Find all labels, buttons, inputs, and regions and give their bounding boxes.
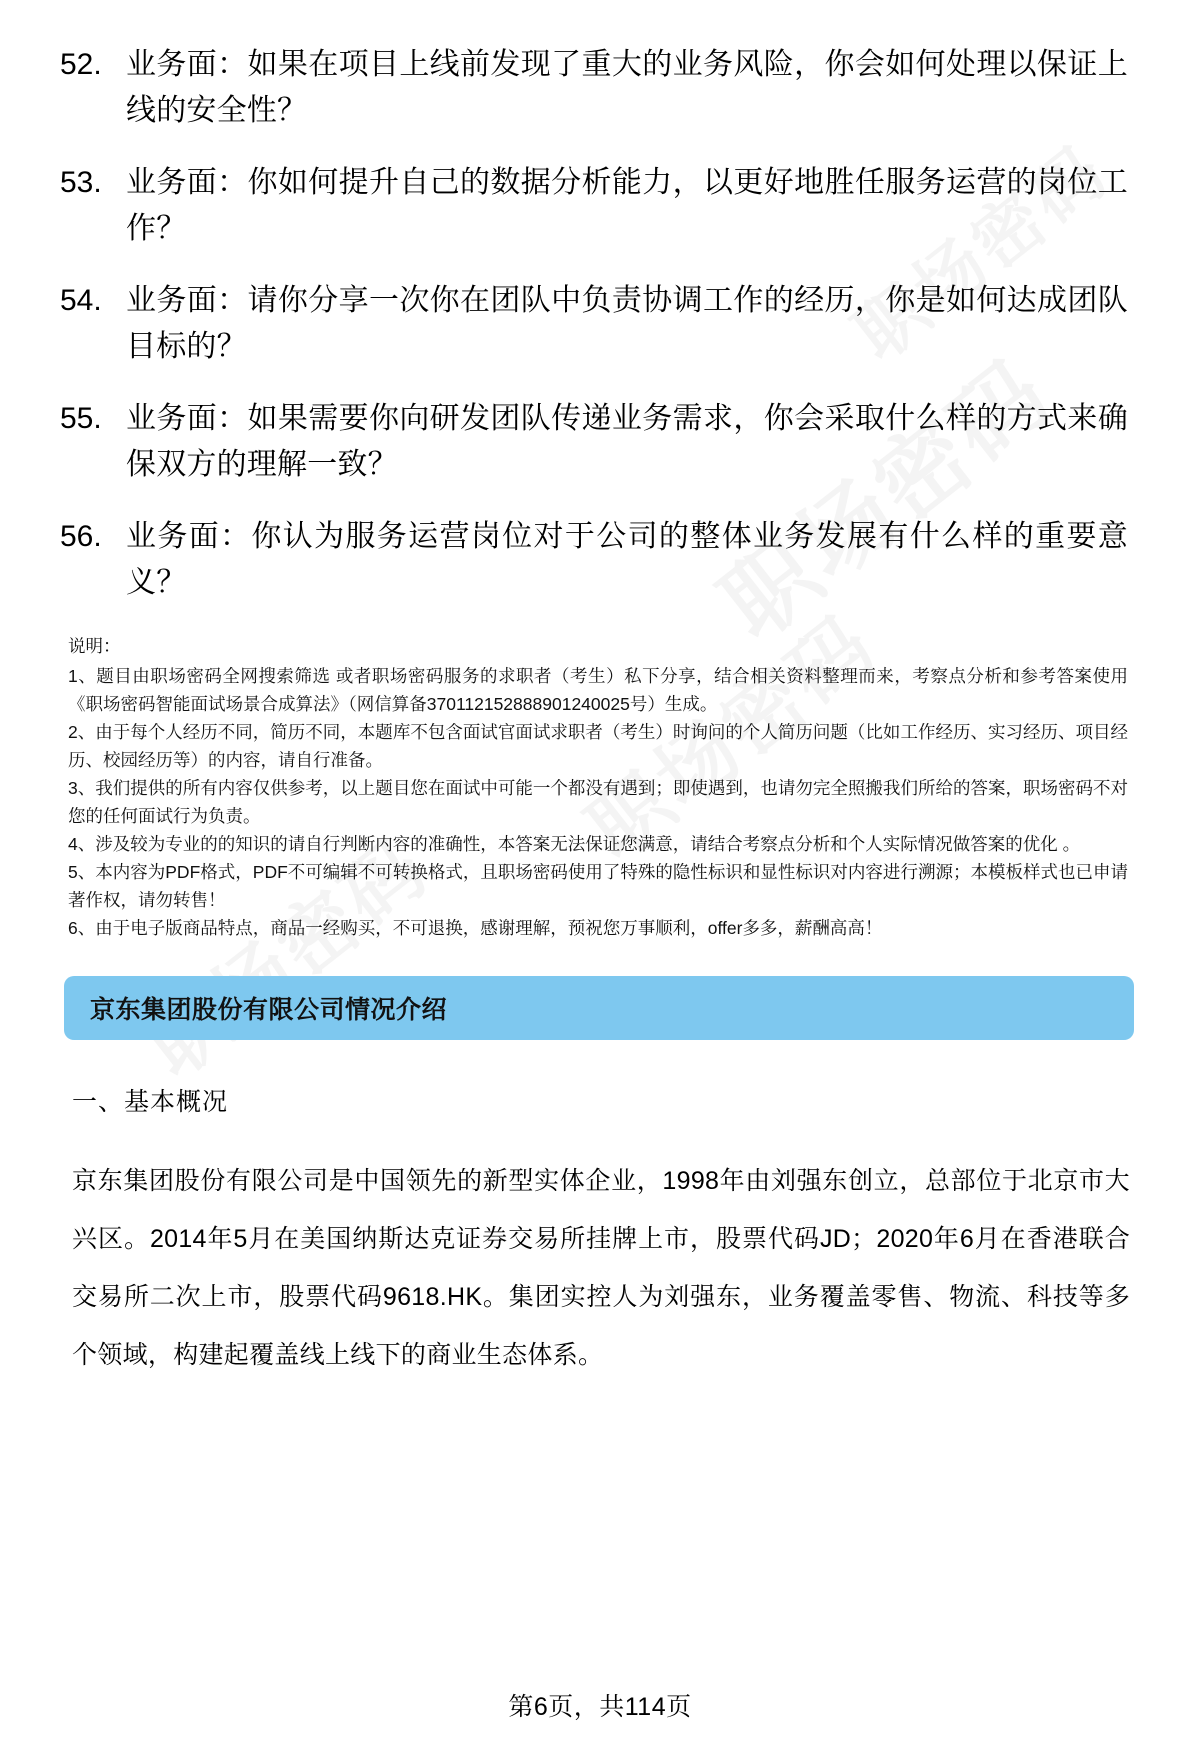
banner-title: 京东集团股份有限公司情况介绍: [90, 996, 448, 1024]
notes-section: [68, 632, 1128, 942]
section-heading: 一、基本概况: [72, 1088, 229, 1116]
note-item: 2、由于每个人经历不同，简历不同，本题库不包含面试官面试求职者（考生）时询问的个人简历问题（比如工作经历、实习经历、项目经历、校园经历等）的内容，请自行准备。: [68, 722, 1128, 770]
question-text: 业务面：你如何提升自己的数据分析能力，以更好地胜任服务运营的岗位工作？: [126, 166, 1128, 245]
question-item: [60, 514, 1128, 606]
note-item: 3、我们提供的所有内容仅供参考，以上题目您在面试中可能一个都没有遇到；即使遇到，也请勿完全照搬我们所给的答案，职场密码不对您的任何面试行为负责。: [68, 778, 1128, 826]
question-text: 业务面：请你分享一次你在团队中负责协调工作的经历，你是如何达成团队目标的？: [126, 284, 1128, 363]
question-number: 54.: [60, 284, 102, 317]
question-number: 52.: [60, 48, 102, 81]
section-paragraph: 京东集团股份有限公司是中国领先的新型实体企业，1998年由刘强东创立，总部位于北京市大兴区。2014年5月在美国纳斯达克证券交易所挂牌上市，股票代码JD；2020年6月在香港联合交易所二次上市，股票代码9618.HK。集团实控人为刘强东，业务覆盖零售、物流、科技等多个领域，构建起覆盖线上线下的商业生态体系。: [72, 1167, 1130, 1369]
question-item: [60, 160, 1128, 252]
question-text: 业务面：如果需要你向研发团队传递业务需求，你会采取什么样的方式来确保双方的理解一致？: [126, 402, 1128, 481]
question-text: 业务面：如果在项目上线前发现了重大的业务风险，你会如何处理以保证上线的安全性？: [126, 48, 1128, 127]
question-item: [60, 278, 1128, 370]
question-number: 56.: [60, 520, 102, 553]
question-item: [60, 396, 1128, 488]
question-number: 53.: [60, 166, 102, 199]
note-item: 4、涉及较为专业的的知识的请自行判断内容的准确性，本答案无法保证您满意，请结合考察点分析和个人实际情况做答案的优化 。: [68, 834, 1081, 854]
question-number: 55.: [60, 402, 102, 435]
note-item: 1、题目由职场密码全网搜索筛选 或者职场密码服务的求职者（考生）私下分享，结合相关资料整理而来，考察点分析和参考答案使用《职场密码智能面试场景合成算法》（网信算备370112152888901240025号）生成。: [68, 666, 1128, 714]
question-list: [60, 42, 1128, 606]
notes-title: 说明：: [68, 636, 121, 656]
note-item: 5、本内容为PDF格式，PDF不可编辑不可转换格式，且职场密码使用了特殊的隐性标识和显性标识对内容进行溯源；本模板样式也已申请著作权，请勿转售！: [68, 862, 1128, 910]
page-footer: 第6页，共114页: [508, 1693, 692, 1721]
note-item: 6、由于电子版商品特点，商品一经购买，不可退换，感谢理解，预祝您万事顺利，offer多多，薪酬高高！: [68, 918, 883, 938]
question-item: [60, 42, 1128, 134]
company-intro-banner: [64, 976, 1134, 1040]
question-text: 业务面：你认为服务运营岗位对于公司的整体业务发展有什么样的重要意义？: [126, 520, 1128, 599]
